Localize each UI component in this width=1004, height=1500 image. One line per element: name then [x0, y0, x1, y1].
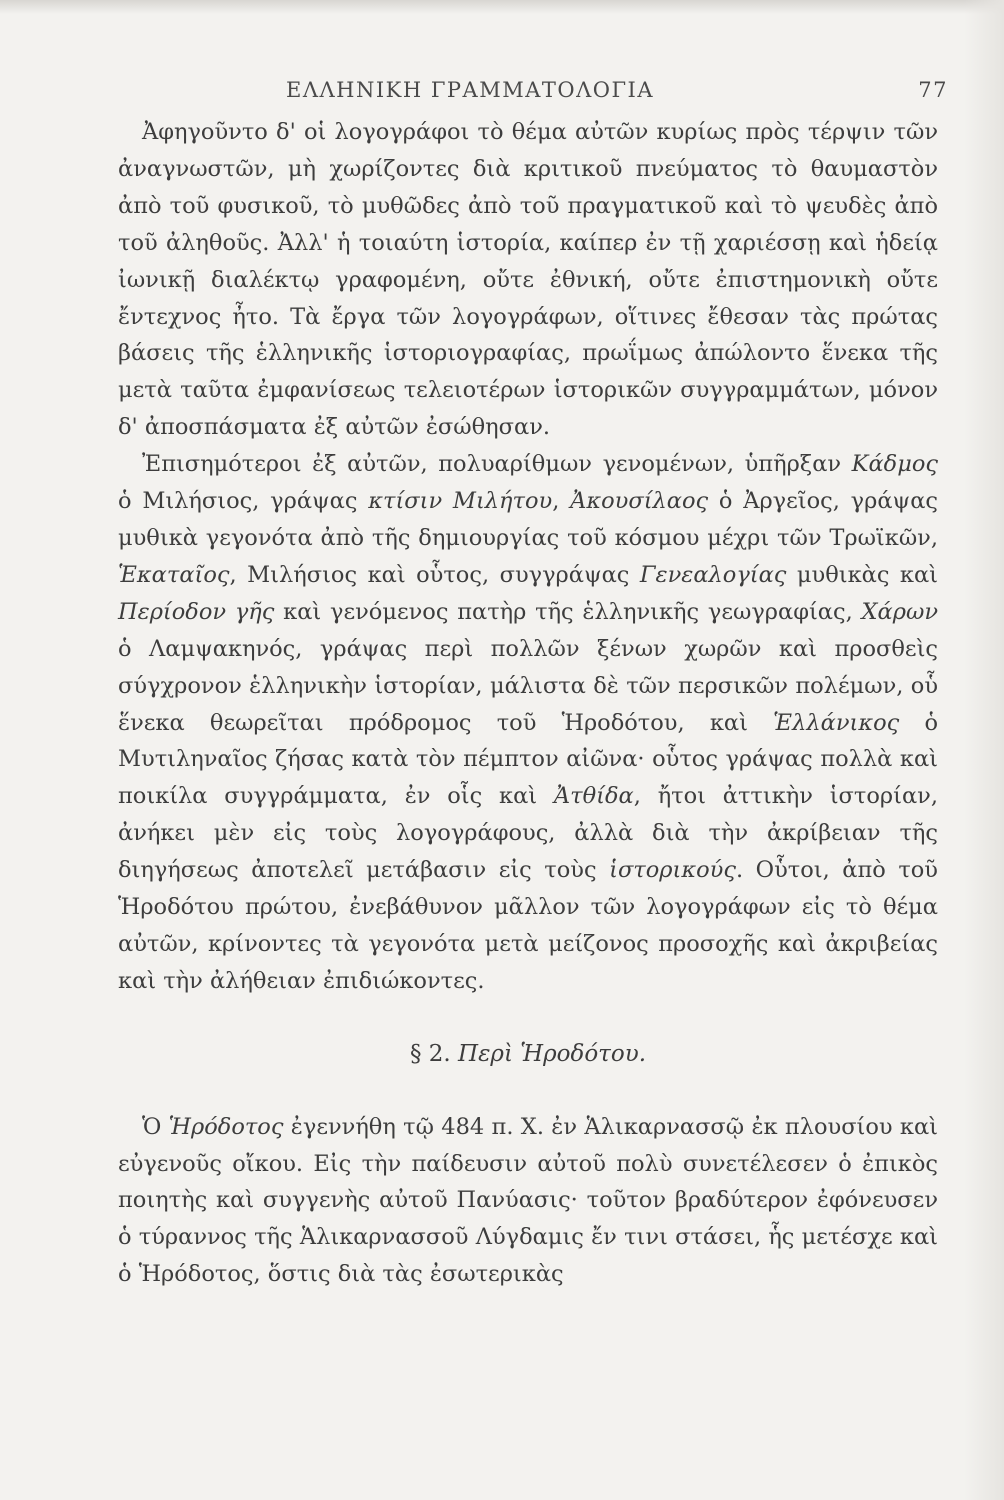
- paragraph-text: Ἀφηγοῦντο δ' οἱ λογογράφοι τὸ θέμα αὐτῶν κυρίως πρὸς τέρψιν τῶν ἀναγνωστῶν, μὴ χωρίζοντες διὰ κριτικοῦ πνεύματος τὸ θαυμαστὸν ἀπὸ τοῦ φυσικοῦ, τὸ μυθῶδες ἀπὸ τοῦ πραγματικοῦ καὶ τὸ ψευδὲς ἀπὸ τοῦ ἀληθοῦς. Ἀλλ' ἡ τοιαύτη ἱστορία, καίπερ ἐν τῇ χαριέσσῃ καὶ ἡδείᾳ ἰωνικῇ διαλέκτῳ γραφομένη, οὔτε ἐθνική, οὔτε ἐπιστημονικὴ οὔτε ἔντεχνος ἦτο. Τὰ ἔργα τῶν λογογράφων, οἵτινες ἔθεσαν τὰς πρώτας βάσεις τῆς ἑλληνικῆς ἱστοριογραφίας, πρωΐμως ἀπώλοντο ἕνεκα τῆς μετὰ ταῦτα ἐμφανίσεως τελειοτέρων ἱστορικῶν συγγραμμάτων, μόνον δ' ἀποσπάσματα ἐξ αὐτῶν ἐσώθησαν.: [118, 119, 938, 441]
- page-right-edge: [964, 0, 1004, 1500]
- paragraph-text: ὁ Μυτιληναῖος ζήσας κατὰ τὸν πέμπτον αἰῶνα· οὗτος γράψας πολλὰ καὶ ποικίλα συγγράμματα, ἐν οἷς καὶ: [118, 709, 938, 810]
- section-number: § 2.: [409, 1040, 451, 1067]
- paragraph-notable-logographers: [118, 446, 938, 1000]
- body-text: [118, 114, 938, 1293]
- paragraph-text: , ἤτοι ἀττικὴν ἱστορίαν, ἀνήκει μὲν εἰς τοὺς λογογράφους, ἀλλὰ διὰ τὴν ἀκρίβειαν τῆς διηγήσεως ἀποτελεῖ μετάβασιν εἰς τοὺς: [118, 783, 938, 884]
- author-name-kadmos: Κάδμος: [851, 451, 938, 478]
- page-top-edge: [0, 0, 1004, 14]
- paragraph-text: ,: [552, 488, 571, 515]
- author-name-charon: Χάρων: [861, 598, 938, 625]
- section-title: Περὶ Ἡροδότου.: [458, 1040, 647, 1067]
- paragraph-text: ἐγεννήθη τῷ 484 π. Χ. ἐν Ἁλικαρνασσῷ ἐκ πλουσίου καὶ εὐγενοῦς οἴκου. Εἰς τὴν παίδευσιν αὐτοῦ πολὺ συνετέλεσεν ὁ ἐπικὸς ποιητὴς καὶ συγγενὴς αὐτοῦ Πανύασις· τοῦτον βραδύτερον ἐφόνευσεν ὁ τύραννος τῆς Ἁλικαρνασσοῦ Λύγδαμις ἔν τινι στάσει, ἧς μετέσχε καὶ ὁ Ἡρόδοτος, ὅστις διὰ τὰς ἐσωτερικὰς: [118, 1113, 938, 1288]
- paragraph-text: ὁ Μιλήσιος, γράψας: [118, 488, 369, 515]
- author-name-herodotos: Ἡρόδοτος: [168, 1113, 284, 1140]
- paragraph-herodotus: [118, 1109, 938, 1294]
- book-page: [118, 70, 948, 1293]
- section-heading: [118, 1036, 938, 1073]
- work-title-genealogiai: Γενεαλογίας: [639, 561, 787, 588]
- paragraph-text: , Μιλήσιος καὶ οὗτος, συγγράψας: [229, 561, 640, 588]
- paragraph-logographers-intro: [118, 114, 938, 446]
- work-title-atthis: Ἀτθίδα: [553, 783, 634, 810]
- paragraph-text: Ὁ: [142, 1113, 169, 1140]
- work-title-periodos-ges: Περίοδον γῆς: [118, 598, 275, 625]
- paragraph-text: ὁ Ἀργεῖος, γράψας μυθικὰ γεγονότα ἀπὸ τῆς δημιουργίας τοῦ κόσμου μέχρι τῶν Τρωϊκῶν,: [118, 488, 938, 551]
- paragraph-text: . Οὗτοι, ἀπὸ τοῦ Ἡροδότου πρώτου, ἐνεβάθυνον μᾶλλον τῶν λογογράφων εἰς τὸ θέμα αὐτῶν, κρίνοντες τὰ γεγονότα μετὰ μείζονος προσοχῆς καὶ ἀκριβείας καὶ τὴν ἀλήθειαν ἐπιδιώκοντες.: [118, 857, 938, 994]
- author-name-hellanikos: Ἑλλάνικος: [773, 709, 900, 736]
- author-name-akousilaos: Ἀκουσίλαος: [570, 488, 709, 515]
- paragraph-text: ὁ Λαμψακηνός, γράψας περὶ πολλῶν ξένων χωρῶν καὶ προσθεὶς σύγχρονον ἑλληνικὴν ἱστορίαν, μάλιστα δὲ τῶν περσικῶν πολέμων, οὗ ἕνεκα θεωρεῖται πρόδρομος τοῦ Ἡροδότου, καὶ: [118, 635, 938, 736]
- author-name-hekataios: Ἑκαταῖος: [118, 561, 230, 588]
- term-historikous: ἱστορικούς: [609, 857, 736, 884]
- running-title: ΕΛΛΗΝΙΚΗ ΓΡΑΜΜΑΤΟΛΟΓΙΑ: [286, 78, 654, 102]
- paragraph-text: Ἐπισημότεροι ἐξ αὐτῶν, πολυαρίθμων γενομένων, ὑπῆρξαν: [142, 451, 852, 478]
- running-head: [118, 70, 948, 114]
- page-number: 77: [918, 78, 948, 102]
- paragraph-text: καὶ γενόμενος πατὴρ τῆς ἑλληνικῆς γεωγραφίας,: [274, 598, 862, 625]
- work-title-ktisis-miletou: κτίσιν Μιλήτου: [368, 488, 553, 515]
- paragraph-text: μυθικὰς καὶ: [786, 561, 938, 588]
